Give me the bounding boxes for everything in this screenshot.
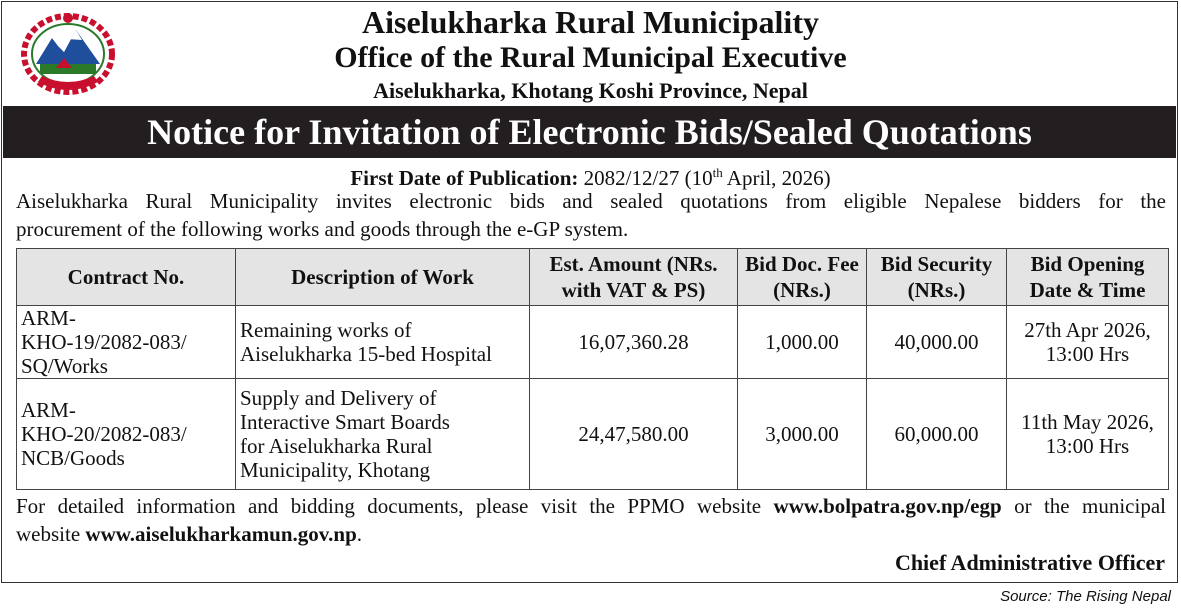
contract-no-line: KHO-20/2082-083/: [21, 422, 187, 446]
contract-no-cell: [17, 306, 236, 379]
description-line: Remaining works of: [240, 318, 412, 342]
description-cell: [236, 306, 530, 379]
notice-title-banner: Notice for Invitation of Electronic Bids/Sealed Quotations: [3, 106, 1176, 158]
footer-line-2: [16, 520, 1166, 548]
description-line: Supply and Delivery of: [240, 386, 437, 410]
footer-text: For detailed information and bidding documents, please visit the PPMO website: [16, 494, 774, 518]
signature-title: Chief Administrative Officer: [894, 550, 1165, 575]
footer-line-1: [16, 492, 1166, 520]
publication-date: [0, 161, 1181, 190]
bid-opening-cell: [1007, 306, 1169, 379]
intro-line-2: procurement of the following works and goods through the e-GP system.: [16, 217, 629, 241]
bid-opening-date: 11th May 2026,: [1021, 410, 1154, 434]
publication-date-rest: April, 2026): [722, 166, 831, 190]
bid-doc-fee-cell: 1,000.00: [738, 306, 867, 379]
description-line: Interactive Smart Boards: [240, 410, 450, 434]
description-line: Municipality, Khotang: [240, 458, 430, 482]
bid-security-cell: 40,000.00: [867, 306, 1007, 379]
table-header-row: [17, 249, 1169, 306]
bids-table: [16, 248, 1169, 490]
header-description: Description of Work: [236, 249, 530, 306]
bid-opening-date: 27th Apr 2026,: [1024, 318, 1151, 342]
municipality-name: Aiselukharka Rural Municipality: [362, 4, 819, 40]
publication-date-label: First Date of Publication:: [350, 166, 579, 190]
contract-no-line: ARM-: [21, 398, 76, 422]
municipal-website-link[interactable]: www.aiselukharkamun.gov.np: [85, 522, 357, 546]
publication-date-value: 2082/12/27 (10: [583, 166, 713, 190]
header-bid-doc-fee: Bid Doc. Fee (NRs.): [738, 249, 867, 306]
est-amount-cell: 16,07,360.28: [530, 306, 738, 379]
table-row: [17, 379, 1169, 490]
header-bid-security: Bid Security (NRs.): [867, 249, 1007, 306]
publication-date-suffix: th: [712, 165, 723, 180]
footer-text: website: [16, 522, 86, 546]
description-line: Aiselukharka 15-bed Hospital: [240, 342, 492, 366]
contract-no-line: NCB/Goods: [21, 446, 125, 470]
office-address: Aiselukharka, Khotang Koshi Province, Nepal: [373, 78, 808, 103]
footer-text: .: [356, 522, 362, 546]
intro-line-1: Aiselukharka Rural Municipality invites electronic bids and sealed quotations from eligible Nepalese bidders for the: [16, 189, 1166, 213]
header-est-amount: Est. Amount (NRs. with VAT & PS): [530, 249, 738, 306]
ppmo-website-link[interactable]: www.bolpatra.gov.np/egp: [773, 494, 1002, 518]
bid-opening-cell: [1007, 379, 1169, 490]
description-line: for Aiselukharka Rural: [240, 434, 433, 458]
description-cell: [236, 379, 530, 490]
contract-no-line: KHO-19/2082-083/: [21, 330, 187, 354]
office-name: Office of the Rural Municipal Executive: [334, 41, 847, 74]
contract-no-line: SQ/Works: [21, 354, 108, 378]
bid-opening-time: 13:00 Hrs: [1045, 342, 1130, 366]
bid-doc-fee-cell: 3,000.00: [738, 379, 867, 490]
est-amount-cell: 24,47,580.00: [530, 379, 738, 490]
header-contract-no: Contract No.: [17, 249, 236, 306]
table-row: [17, 306, 1169, 379]
bid-opening-time: 13:00 Hrs: [1045, 434, 1130, 458]
footer-text: or the municipal: [1001, 494, 1166, 518]
source-credit: Source: The Rising Nepal: [1000, 588, 1171, 605]
bid-security-cell: 60,000.00: [867, 379, 1007, 490]
contract-no-line: ARM-: [21, 306, 76, 330]
contract-no-cell: [17, 379, 236, 490]
header-bid-opening: Bid Opening Date & Time: [1007, 249, 1169, 306]
